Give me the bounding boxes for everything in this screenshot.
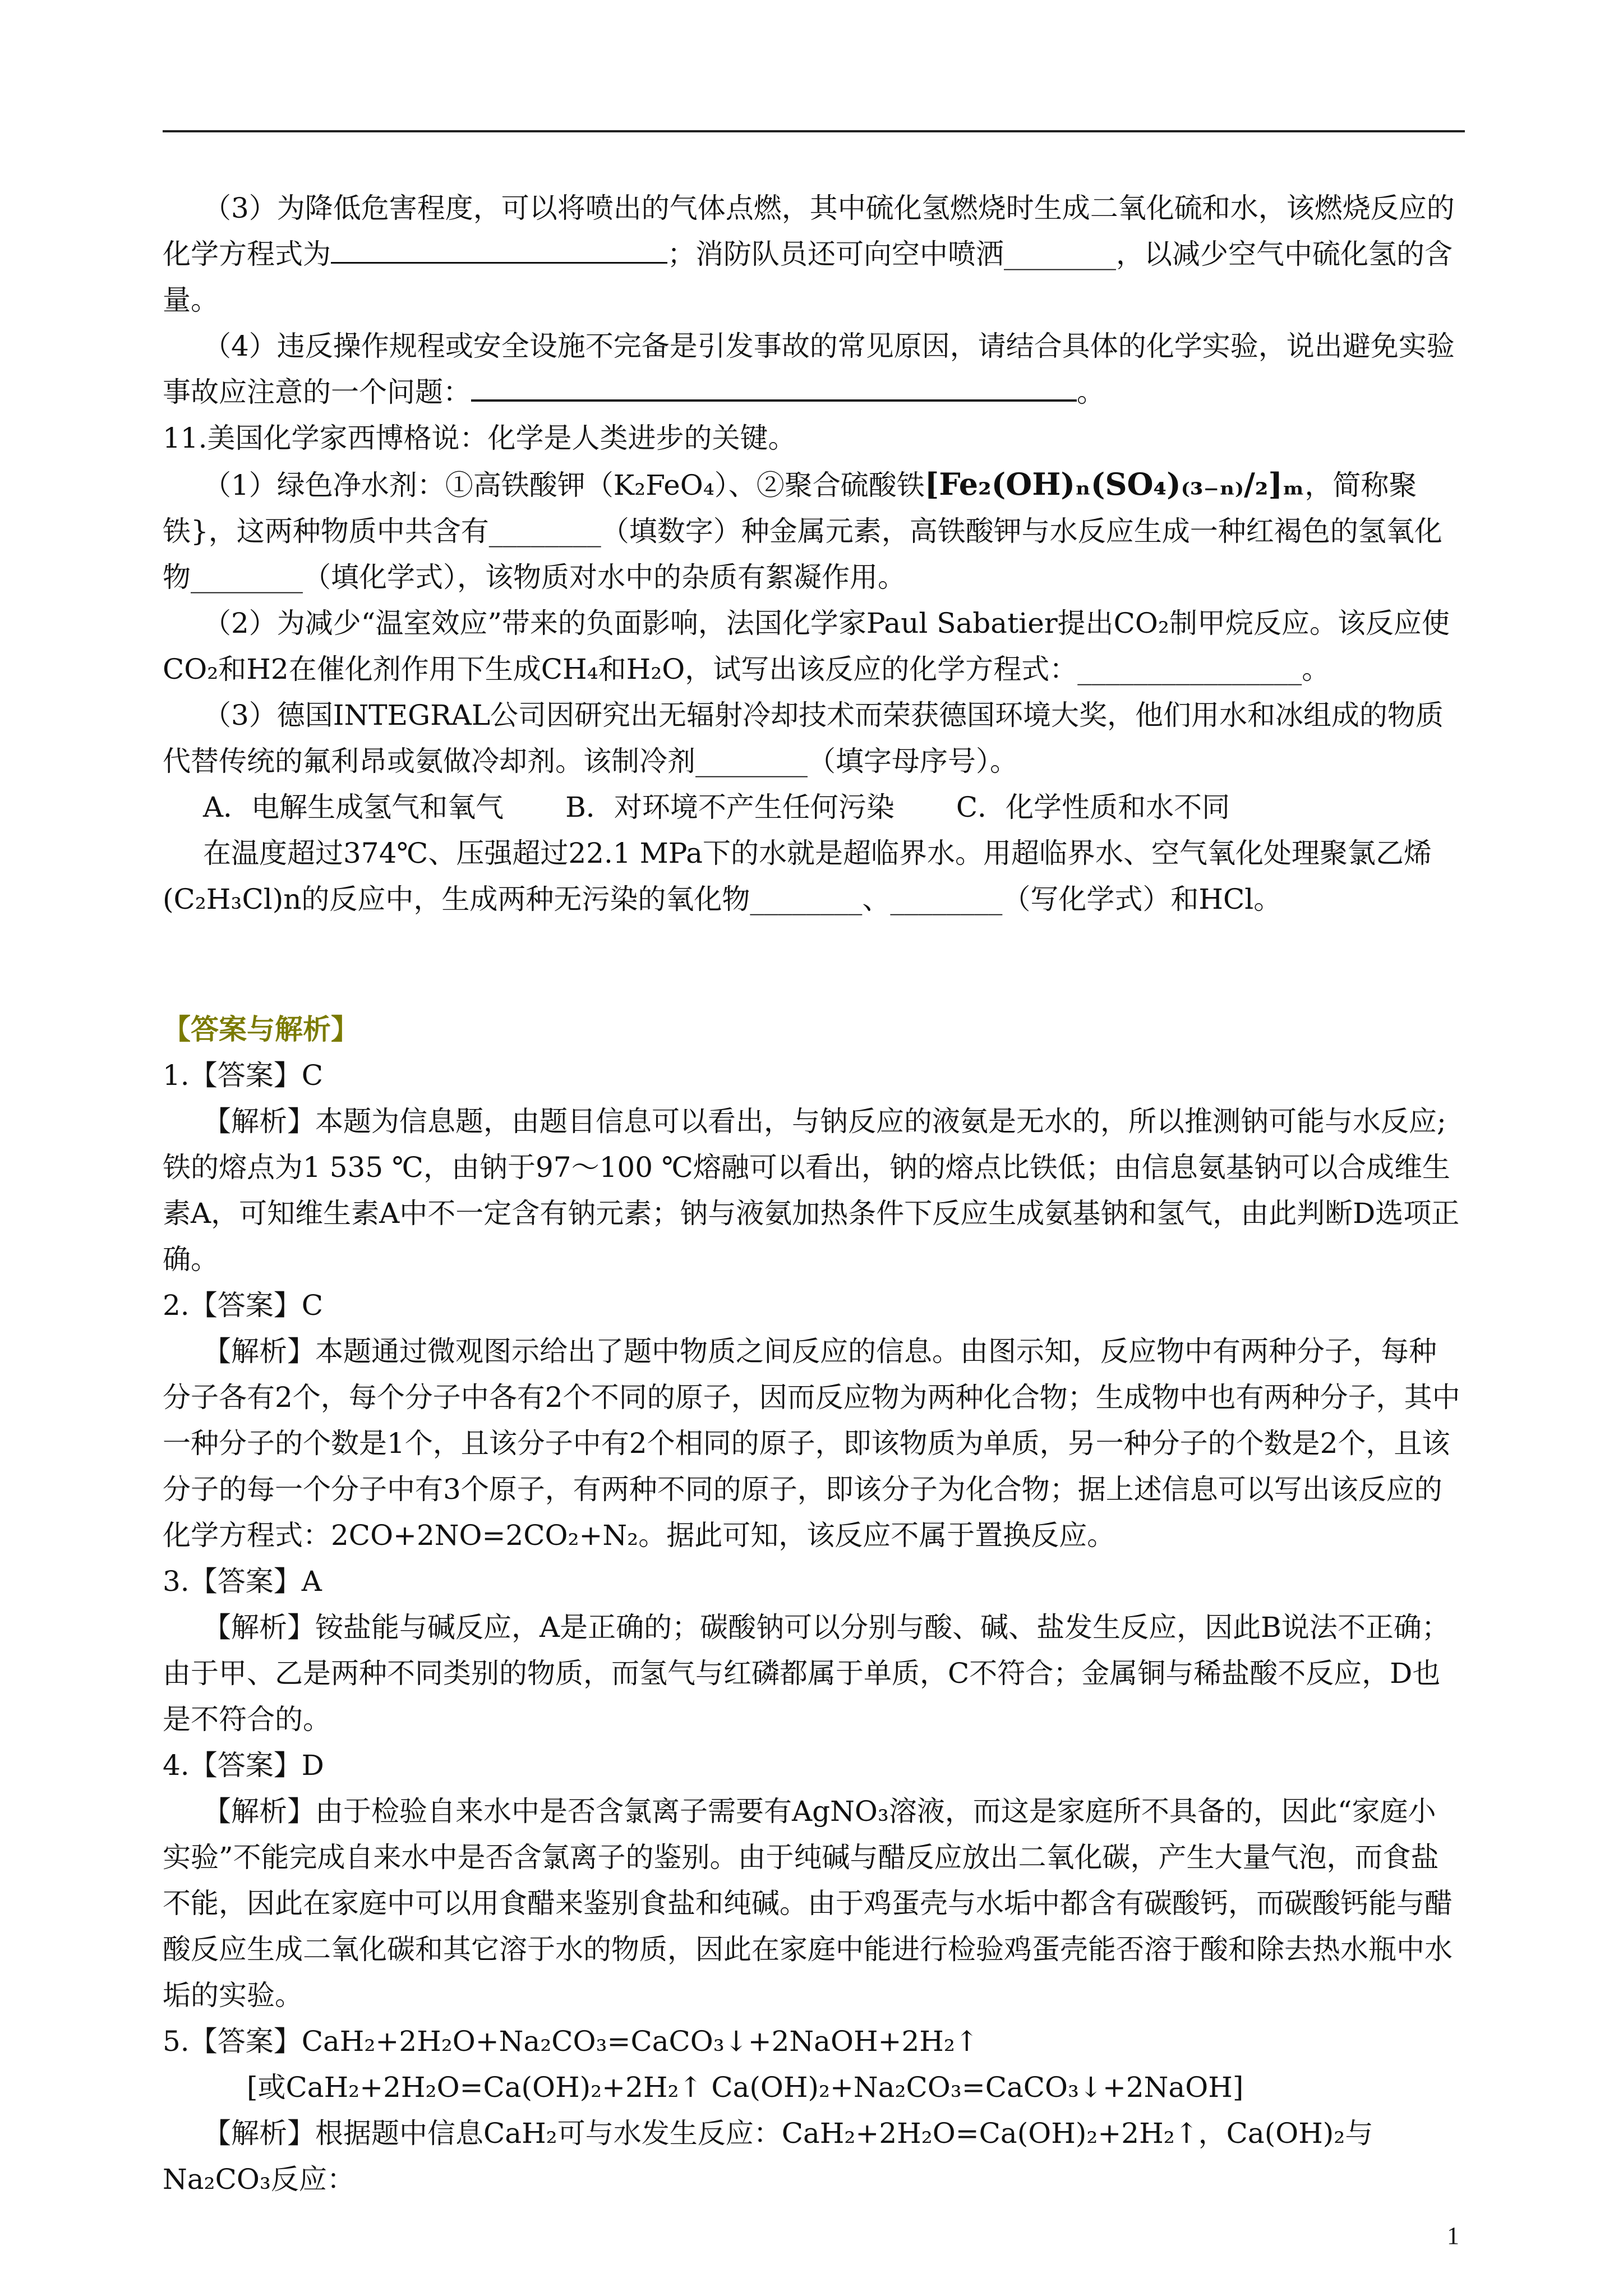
option-b: B．对环境不产生任何污染 [565,791,895,823]
answer-4: 4.【答案】D [163,1749,324,1782]
q10-part4 [163,323,1464,415]
q11-part1-text-a: （1）绿色净水剂：①高铁酸钾（K₂FeO₄）、②聚合硫酸铁 [203,469,925,501]
header-rule [163,130,1465,132]
option-a: A．电解生成氢气和氧气 [203,791,504,823]
q11-part1-text-b: ，简称聚铁}，这两种物质中共含有________（填数字）种金属元素，高铁酸钾与水反应生成一种红褐色的氢氧化物________（填化学式），该物质对水中的杂质有絮凝作用。 [163,469,1442,593]
q11-part2: （2）为减少“温室效应”带来的负面影响，法国化学家Paul Sabatier提出CO₂制甲烷反应。该反应使CO₂和H2在催化剂作用下生成CH₄和H₂O，试写出该反应的化学方程式：________________。 [163,607,1450,685]
q10-part4-text-b: 。 [1077,376,1105,408]
q11-part3: （3）德国INTEGRAL公司因研究出无辐射冷却技术而荣获德国环境大奖，他们用水和冰组成的物质代替传统的氟利昂或氨做冷却剂。该制冷剂________（填字母序号）。 [163,699,1444,777]
section-gap [163,922,1464,1006]
answer-blank-long [471,377,1077,402]
q10-part4-text-a: （4）违反操作规程或安全设施不完备是引发事故的常见原因，请结合具体的化学实验，说出避免实验事故应注意的一个问题： [163,330,1455,408]
page-number: 1 [1447,2222,1459,2249]
answer-5-alternative: [或CaH₂+2H₂O=Ca(OH)₂+2H₂↑ Ca(OH)₂+Na₂CO₃=CaCO₃↓+2NaOH] [247,2071,1244,2104]
explanation-3: 【解析】铵盐能与碱反应，A是正确的；碳酸钠可以分别与酸、碱、盐发生反应，因此B说法不正确；由于甲、乙是两种不同类别的物质，而氢气与红磷都属于单质，C不符合；金属铜与稀盐酸不反应，D也是不符合的。 [163,1611,1450,1736]
option-c: C．化学性质和水不同 [956,791,1230,823]
answer-5: 5.【答案】CaH₂+2H₂O+Na₂CO₃=CaCO₃↓+2NaOH+2H₂↑ [163,2025,979,2058]
answer-2: 2.【答案】C [163,1289,323,1322]
explanation-4: 【解析】由于检验自来水中是否含氯离子需要有AgNO₃溶液，而这是家庭所不具备的，因此“家庭小实验”不能完成自来水中是否含氯离子的鉴别。由于纯碱与醋反应放出二氧化碳，产生大量气泡，而食盐不能，因此在家庭中可以用食醋来鉴别食盐和纯碱。由于鸡蛋壳与水垢中都含有碳酸钙，而碳酸钙能与醋酸反应生成二氧化碳和其它溶于水的物质，因此在家庭中能进行检验鸡蛋壳能否溶于酸和除去热水瓶中水垢的实验。 [163,1795,1453,2012]
document-body [163,185,1464,2202]
explanation-2: 【解析】本题通过微观图示给出了题中物质之间反应的信息。由图示知，反应物中有两种分子，每种分子各有2个，每个分子中各有2个不同的原子，因而反应物为两种化合物；生成物中也有两种分子，其中一种分子的个数是1个，且该分子中有2个相同的原子，即该物质为单质，另一种分子的个数是2个，且该分子的每一个分子中有3个原子，有两种不同的原子，即该分子为化合物；据上述信息可以写出该反应的化学方程式：2CO+2NO=2CO₂+N₂。据此可知，该反应不属于置换反应。 [163,1335,1460,1552]
q11-title: 11.美国化学家西博格说：化学是人类进步的关键。 [163,422,796,454]
answer-3: 3.【答案】A [163,1565,322,1598]
q10-part3-text-a: （3）为降低危害程度，可以将喷出的气体点燃，其中硫化氢燃烧时生成二氧化硫和水，该燃烧反应的化学方程式为 [163,192,1455,270]
explanation-1: 【解析】本题为信息题，由题目信息可以看出，与钠反应的液氨是无水的，所以推测钠可能与水反应;铁的熔点为1 535 ℃，由钠于97～100 ℃熔融可以看出，钠的熔点比铁低；由信息氨基钠可以合成维生素A，可知维生素A中不一定含有钠元素；钠与液氨加热条件下反应生成氨基钠和氢气，由此判断D选项正确。 [163,1105,1460,1276]
answer-blank [331,240,667,264]
answer-1: 1.【答案】C [163,1059,323,1092]
q11-part4: 在温度超过374℃、压强超过22.1 MPa下的水就是超临界水。用超临界水、空气氧化处理聚氯乙烯(C₂H₃Cl)n的反应中，生成两种无污染的氧化物________、________（写化学式）和HCl。 [163,837,1432,915]
q11-part1 [163,461,1464,600]
q11-options [163,784,1464,830]
explanation-5: 【解析】根据题中信息CaH₂可与水发生反应：CaH₂+2H₂O=Ca(OH)₂+2H₂↑，Ca(OH)₂与Na₂CO₃反应： [163,2117,1373,2196]
q10-part3 [163,185,1464,323]
answers-heading: 【答案与解析】 [163,1013,359,1046]
polyferric-sulfate-formula: [Fe₂(OH)ₙ(SO₄)₍₃₋ₙ₎/₂]ₘ [924,466,1305,502]
q10-part3-text-b: ；消防队员还可向空中喷洒________，以减少空气中硫化氢的含量。 [163,238,1453,316]
